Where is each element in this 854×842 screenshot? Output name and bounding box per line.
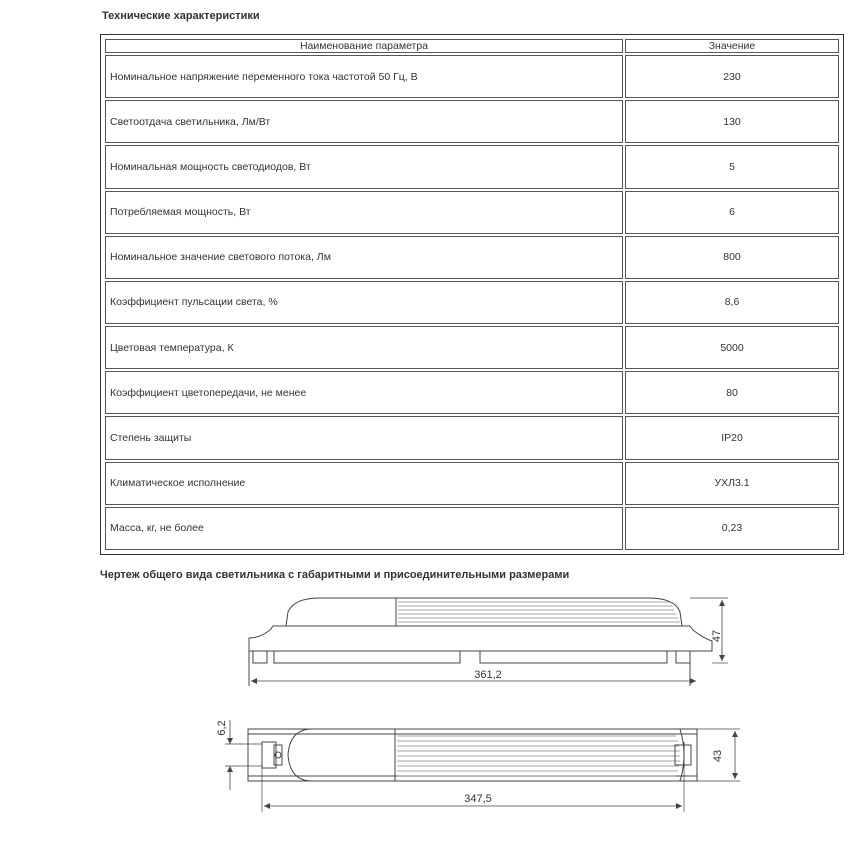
param-value: 5000: [625, 326, 839, 369]
param-name: Коэффициент пульсации света, %: [105, 281, 623, 324]
dim-top-length: 347,5: [464, 793, 492, 805]
param-name: Степень защиты: [105, 416, 623, 459]
param-name: Светоотдача светильника, Лм/Вт: [105, 100, 623, 143]
param-name: Коэффициент цветопередачи, не менее: [105, 371, 623, 414]
dim-top-width: 43: [712, 749, 724, 763]
param-value: 0,23: [625, 507, 839, 550]
param-name: Номинальное напряжение переменного тока частотой 50 Гц, В: [105, 55, 623, 98]
param-value: УХЛ3.1: [625, 462, 839, 505]
drawing-title: Чертеж общего вида светильника с габаритными и присоединительными размерами: [100, 569, 570, 581]
param-value: 80: [625, 371, 839, 414]
param-value: 8,6: [625, 281, 839, 324]
specs-title: Технические характеристики: [102, 10, 260, 22]
header-name: Наименование параметра: [105, 39, 623, 53]
param-name: Потребляемая мощность, Вт: [105, 191, 623, 234]
param-value: IP20: [625, 416, 839, 459]
dim-side-height: 47: [711, 629, 723, 643]
header-value: Значение: [625, 39, 839, 53]
param-name: Климатическое исполнение: [105, 462, 623, 505]
dim-side-length: 361,2: [474, 669, 502, 681]
param-value: 5: [625, 145, 839, 188]
dim-top-slot: 6,2: [216, 720, 228, 736]
param-value: 800: [625, 236, 839, 279]
param-value: 6: [625, 191, 839, 234]
param-name: Цветовая температура, К: [105, 326, 623, 369]
param-name: Номинальная мощность светодиодов, Вт: [105, 145, 623, 188]
param-name: Масса, кг, не более: [105, 507, 623, 550]
param-name: Номинальное значение светового потока, Лм: [105, 236, 623, 279]
param-value: 230: [625, 55, 839, 98]
param-value: 130: [625, 100, 839, 143]
